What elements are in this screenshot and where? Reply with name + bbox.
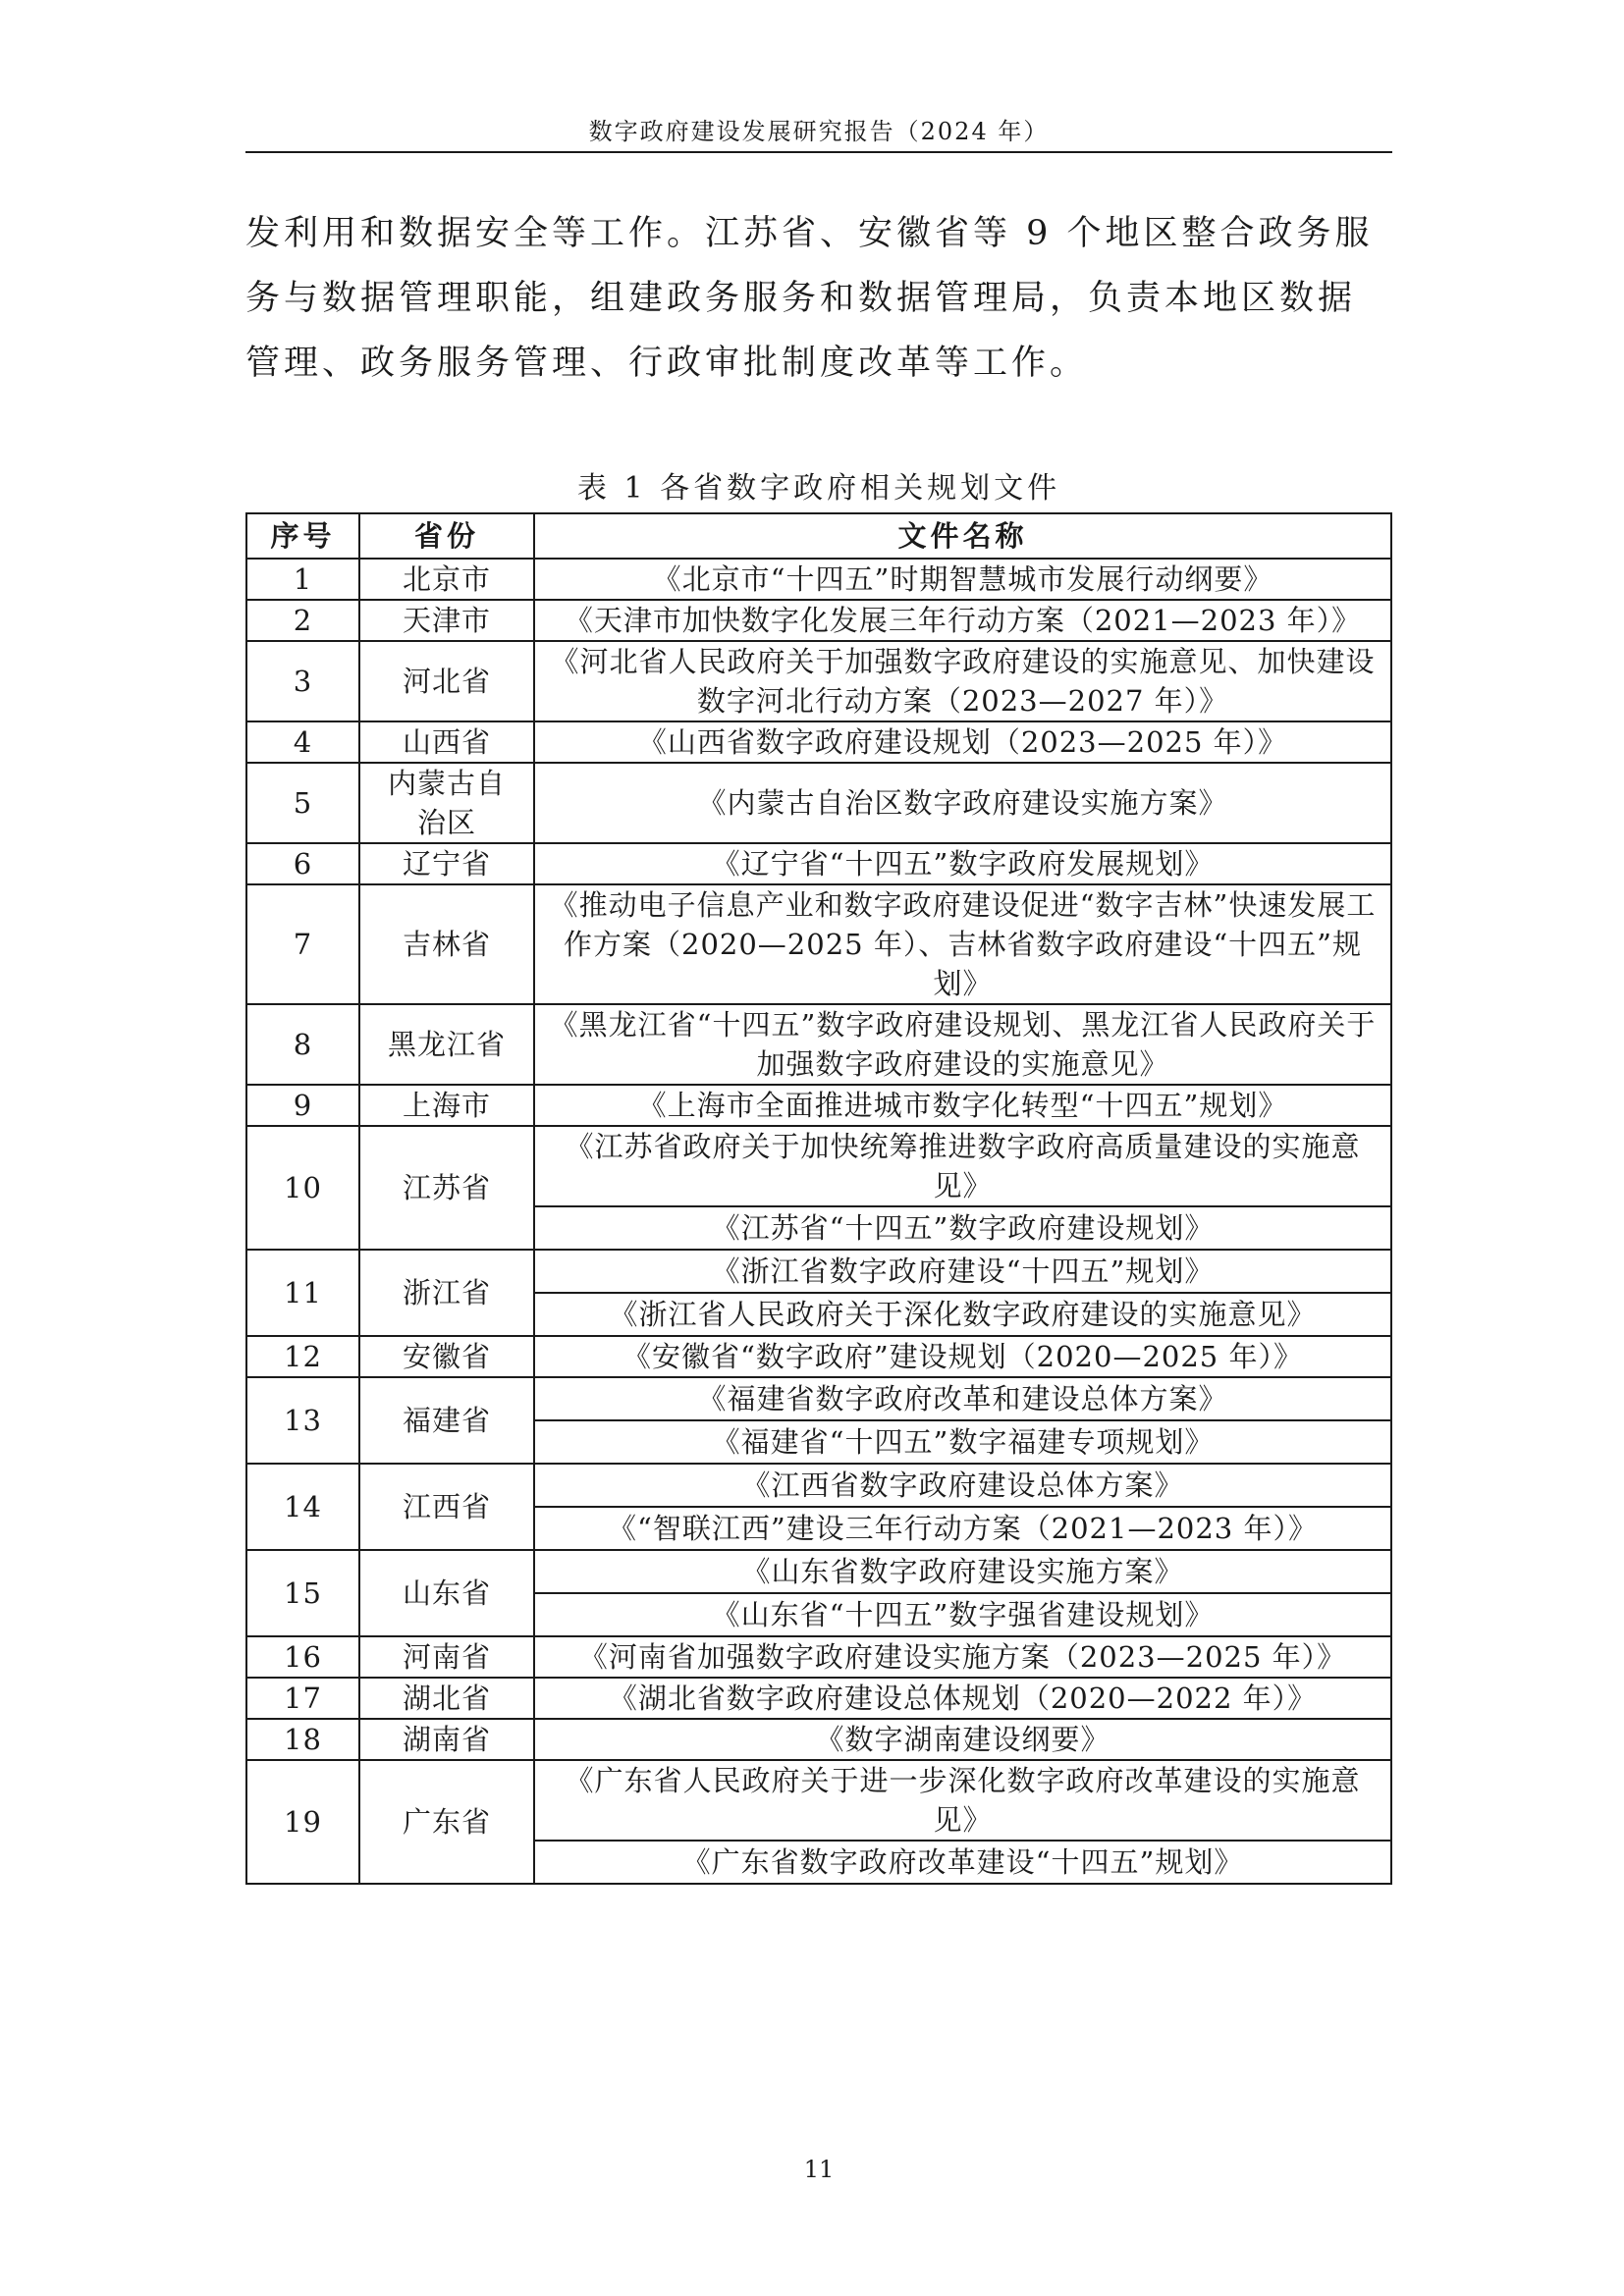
- row-number-cell: 11: [246, 1250, 359, 1336]
- table-row: [246, 763, 1391, 843]
- body-paragraph: [245, 201, 1392, 396]
- row-number-cell: 9: [246, 1085, 359, 1126]
- table-caption: 表 1 各省数字政府相关规划文件: [576, 471, 1061, 506]
- row-number-cell: 17: [246, 1678, 359, 1719]
- document-title-cell: 《推动电子信息产业和数字政府建设促进“数字吉林”快速发展工作方案（2020—2025 年）、吉林省数字政府建设“十四五”规划》: [534, 884, 1391, 1004]
- province-cell: 江苏省: [359, 1126, 534, 1250]
- document-title-cell: 《黑龙江省“十四五”数字政府建设规划、黑龙江省人民政府关于加强数字政府建设的实施意见》: [534, 1004, 1391, 1085]
- row-number-cell: 2: [246, 600, 359, 641]
- province-cell: 辽宁省: [359, 843, 534, 884]
- table-row: [246, 884, 1391, 1004]
- planning-documents-table: [245, 512, 1392, 1885]
- province-cell: 广东省: [359, 1760, 534, 1884]
- row-number-cell: 8: [246, 1004, 359, 1085]
- document-title-cell: 《内蒙古自治区数字政府建设实施方案》: [534, 763, 1391, 843]
- table-row: [246, 721, 1391, 763]
- table-row: [246, 1636, 1391, 1678]
- table-row: [246, 1760, 1391, 1841]
- document-title-cell: 《“智联江西”建设三年行动方案（2021—2023 年）》: [534, 1507, 1391, 1550]
- row-number-cell: 4: [246, 721, 359, 763]
- document-title-cell: 《福建省“十四五”数字福建专项规划》: [534, 1420, 1391, 1464]
- province-cell: 湖北省: [359, 1678, 534, 1719]
- document-title-cell: 《广东省数字政府改革建设“十四五”规划》: [534, 1841, 1391, 1884]
- document-title-cell: 《辽宁省“十四五”数字政府发展规划》: [534, 843, 1391, 884]
- province-cell: 河南省: [359, 1636, 534, 1678]
- province-cell: 福建省: [359, 1377, 534, 1464]
- column-header-province: 省份: [359, 513, 534, 559]
- document-title-cell: 《江苏省“十四五”数字政府建设规划》: [534, 1206, 1391, 1250]
- table-row: [246, 600, 1391, 641]
- province-cell: 黑龙江省: [359, 1004, 534, 1085]
- row-number-cell: 18: [246, 1719, 359, 1760]
- row-number-cell: 10: [246, 1126, 359, 1250]
- document-title-cell: 《数字湖南建设纲要》: [534, 1719, 1391, 1760]
- paragraph-line: 管理、政务服务管理、行政审批制度改革等工作。: [245, 344, 1089, 383]
- table-row: [246, 1004, 1391, 1085]
- table-row: [246, 1464, 1391, 1507]
- paragraph-line: 务与数据管理职能，组建政务服务和数据管理局，负责本地区数据: [245, 279, 1357, 318]
- document-title-cell: 《山东省数字政府建设实施方案》: [534, 1550, 1391, 1593]
- column-header-document: 文件名称: [534, 513, 1391, 559]
- row-number-cell: 19: [246, 1760, 359, 1884]
- table-row: [246, 1678, 1391, 1719]
- province-cell: 山东省: [359, 1550, 534, 1636]
- document-title-cell: 《浙江省数字政府建设“十四五”规划》: [534, 1250, 1391, 1293]
- paragraph-line: 发利用和数据安全等工作。江苏省、安徽省等 9 个地区整合政务服: [245, 214, 1374, 253]
- province-cell: 北京市: [359, 559, 534, 600]
- table-row: [246, 843, 1391, 884]
- row-number-cell: 7: [246, 884, 359, 1004]
- table-row: [246, 1336, 1391, 1377]
- row-number-cell: 6: [246, 843, 359, 884]
- table-header-row: [246, 513, 1391, 559]
- document-title-cell: 《福建省数字政府改革和建设总体方案》: [534, 1377, 1391, 1420]
- document-title-cell: 《上海市全面推进城市数字化转型“十四五”规划》: [534, 1085, 1391, 1126]
- province-cell: 安徽省: [359, 1336, 534, 1377]
- province-cell: 江西省: [359, 1464, 534, 1550]
- document-title-cell: 《北京市“十四五”时期智慧城市发展行动纲要》: [534, 559, 1391, 600]
- table-row: [246, 1719, 1391, 1760]
- row-number-cell: 3: [246, 641, 359, 721]
- page-number: 11: [803, 2156, 835, 2183]
- document-title-cell: 《河南省加强数字政府建设实施方案（2023—2025 年）》: [534, 1636, 1391, 1678]
- table-row: [246, 1550, 1391, 1593]
- running-header: 数字政府建设发展研究报告（2024 年）: [588, 118, 1050, 145]
- row-number-cell: 15: [246, 1550, 359, 1636]
- document-title-cell: 《湖北省数字政府建设总体规划（2020—2022 年）》: [534, 1678, 1391, 1719]
- table-body: [246, 559, 1391, 1884]
- table-row: [246, 1126, 1391, 1206]
- document-title-cell: 《浙江省人民政府关于深化数字政府建设的实施意见》: [534, 1293, 1391, 1336]
- province-cell: 湖南省: [359, 1719, 534, 1760]
- document-title-cell: 《山东省“十四五”数字强省建设规划》: [534, 1593, 1391, 1636]
- row-number-cell: 13: [246, 1377, 359, 1464]
- document-title-cell: 《江西省数字政府建设总体方案》: [534, 1464, 1391, 1507]
- row-number-cell: 1: [246, 559, 359, 600]
- document-title-cell: 《天津市加快数字化发展三年行动方案（2021—2023 年）》: [534, 600, 1391, 641]
- document-title-cell: 《山西省数字政府建设规划（2023—2025 年）》: [534, 721, 1391, 763]
- province-cell: 浙江省: [359, 1250, 534, 1336]
- document-title-cell: 《广东省人民政府关于进一步深化数字政府改革建设的实施意见》: [534, 1760, 1391, 1841]
- province-cell: 河北省: [359, 641, 534, 721]
- table-row: [246, 1085, 1391, 1126]
- table-row: [246, 1377, 1391, 1420]
- province-cell: 山西省: [359, 721, 534, 763]
- row-number-cell: 14: [246, 1464, 359, 1550]
- document-title-cell: 《河北省人民政府关于加强数字政府建设的实施意见、加快建设数字河北行动方案（2023—2027 年）》: [534, 641, 1391, 721]
- table-row: [246, 641, 1391, 721]
- column-header-number: 序号: [246, 513, 359, 559]
- province-cell: 内蒙古自治区: [359, 763, 534, 843]
- province-cell: 吉林省: [359, 884, 534, 1004]
- province-cell: 天津市: [359, 600, 534, 641]
- province-cell: 上海市: [359, 1085, 534, 1126]
- table-row: [246, 559, 1391, 600]
- document-title-cell: 《江苏省政府关于加快统筹推进数字政府高质量建设的实施意见》: [534, 1126, 1391, 1206]
- table-row: [246, 1250, 1391, 1293]
- row-number-cell: 16: [246, 1636, 359, 1678]
- header-divider: [245, 151, 1392, 153]
- document-title-cell: 《安徽省“数字政府”建设规划（2020—2025 年）》: [534, 1336, 1391, 1377]
- row-number-cell: 5: [246, 763, 359, 843]
- row-number-cell: 12: [246, 1336, 359, 1377]
